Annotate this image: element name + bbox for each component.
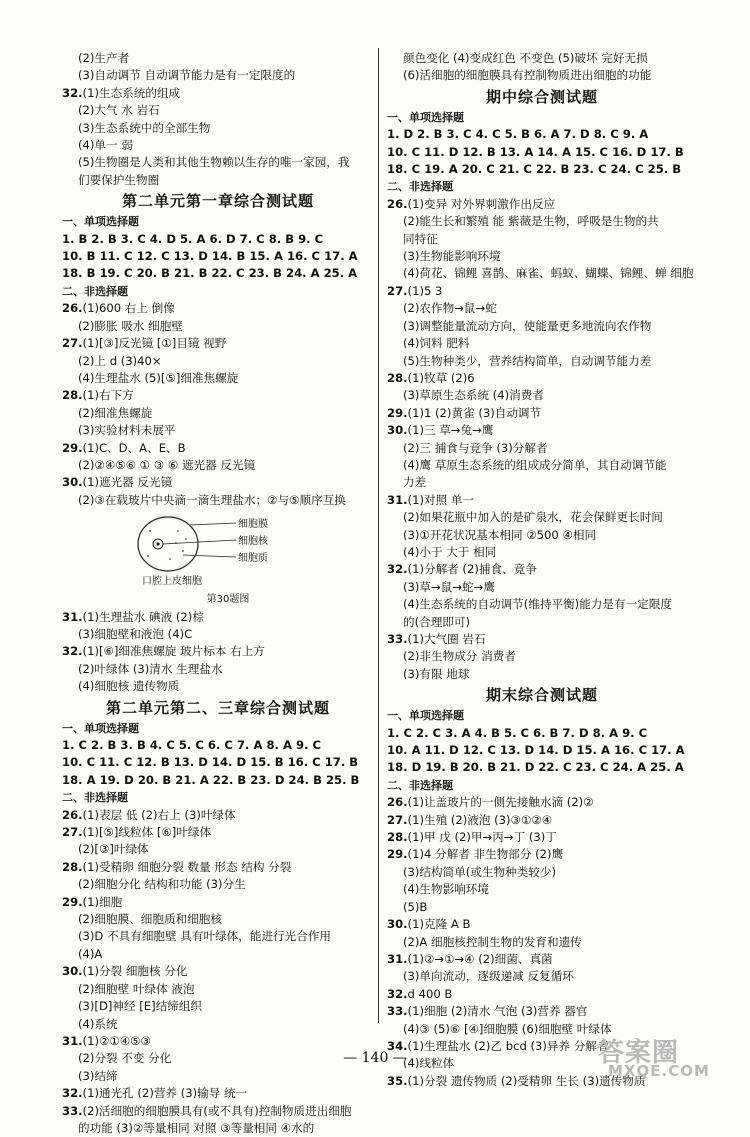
answer-text: (1)生理盐水 (2)乙 bcd (3)异养 分解者 — [407, 1038, 609, 1053]
answer-line — [62, 1033, 374, 1050]
answer-text: (1)[⑤]线粒体 [⑥]叶绿体 — [82, 825, 212, 840]
answer-line — [387, 846, 697, 863]
answer-line — [387, 968, 697, 985]
answer-line — [387, 196, 697, 213]
answer-text: (1)1 (2)黄雀 (3)自动调节 — [407, 405, 542, 420]
answer-text: (1)细胞 (2)清水 气泡 (3)营养 器官 — [407, 1004, 588, 1019]
figure-label: 细胞质 — [238, 553, 268, 565]
answer-line — [387, 596, 697, 613]
answer-line — [62, 859, 374, 876]
answer-line — [387, 283, 697, 300]
answer-text: 力差 — [403, 475, 427, 490]
answer-line — [62, 492, 374, 509]
answer-text: (2)三 捕食与竞争 (3)分解者 — [403, 440, 548, 455]
answer-line — [62, 1103, 374, 1120]
answer-text: 1. B 2. B 3. C 4. D 5. A 6. D 7. C 8. B 9. C — [62, 231, 324, 246]
answer-text: (1)通光孔 (2)营养 (3)输导 统一 — [82, 1086, 248, 1101]
answer-line — [62, 120, 374, 137]
answer-line — [62, 137, 374, 154]
question-number: 33. — [387, 1004, 408, 1019]
question-number: 29. — [387, 405, 408, 420]
answer-line — [387, 422, 697, 439]
cheek-cell-diagram — [128, 511, 318, 589]
answer-text: (4)线粒体 — [403, 1056, 455, 1071]
question-number: 29. — [387, 847, 408, 862]
nucleus-dot — [156, 543, 159, 546]
section-title: 期末综合测试题 — [485, 686, 598, 705]
question-number: 32. — [387, 562, 408, 577]
answer-text: 10. C 11. D 12. B 13. A 14. A 15. C 16. D 17. B — [387, 144, 684, 159]
answer-text: (4)单一 弱 — [78, 138, 133, 153]
answer-text: (3)草→鼠→蛇→鹰 — [403, 579, 495, 594]
subsection-heading: 二、非选择题 — [387, 180, 453, 194]
subsection-heading: 一、单项选择题 — [387, 110, 464, 124]
answer-line — [62, 946, 374, 963]
label-leader-line — [190, 523, 236, 525]
answer-text: (1)三 草→兔→鹰 — [407, 423, 494, 438]
question-number: 31. — [387, 951, 408, 966]
answer-text: (3)有限 地球 — [403, 666, 470, 681]
question-number: 32. — [62, 644, 83, 659]
answer-line — [387, 509, 697, 526]
answer-line — [387, 579, 697, 596]
question-number: 28. — [387, 370, 408, 385]
answer-line — [62, 318, 374, 335]
answer-line — [387, 881, 697, 898]
answer-text: (3)生物能影响环境 — [403, 249, 501, 264]
answer-text: (1)②①④⑤③ — [82, 1033, 151, 1048]
answer-text: (2)[③]叶绿体 — [78, 842, 149, 857]
answer-line — [387, 561, 697, 578]
choice-answer-row — [62, 754, 374, 771]
answer-text: (3)结缔 — [78, 1068, 118, 1083]
answer-text: (5)生物种类少，营养结构简单，自动调节能力差 — [403, 353, 652, 368]
answer-text: (3)细胞壁和液泡 (4)C — [78, 626, 193, 641]
answer-text: (4)A — [78, 946, 103, 961]
answer-text: (2)大气 水 岩石 — [78, 103, 160, 118]
section-title: 第二单元第一章综合测试题 — [121, 192, 314, 211]
answer-text: (2)生产者 — [78, 51, 130, 65]
answer-text: 18. C 19. A 20. C 21. C 22. B 23. C 24. C 25. B — [387, 162, 682, 177]
answer-line — [387, 457, 697, 474]
answer-line — [387, 248, 697, 265]
answer-line — [62, 474, 374, 491]
answer-line — [62, 1068, 374, 1085]
cytoplasm-dot — [185, 538, 187, 540]
answer-line — [62, 963, 374, 980]
label-leader-line — [183, 555, 236, 557]
column-divider — [378, 48, 379, 1023]
answer-text: (3)草原生态系统 (4)消费者 — [403, 388, 544, 403]
answer-line — [387, 544, 697, 561]
answer-line — [62, 894, 374, 911]
question-number: 28. — [387, 830, 408, 845]
answer-text: (2)细胞膜、细胞质和细胞核 — [78, 912, 222, 927]
answer-text: (3)单向流动，逐级递减 反复循环 — [403, 969, 574, 984]
answer-text: (1)生理盐水 碘液 (2)棕 — [82, 609, 204, 624]
answer-text: (4)生理盐水 (5)[⑤]细准焦螺旋 — [78, 370, 239, 385]
subsection-heading: 一、单项选择题 — [387, 709, 464, 723]
answer-text: (4)生物影响环境 — [403, 882, 489, 897]
cytoplasm-dot — [147, 555, 149, 557]
answer-line — [62, 50, 374, 67]
answer-line — [62, 353, 374, 370]
answer-text: (1)②→①→④ (2)细菌、真菌 — [407, 951, 553, 966]
answer-line — [62, 172, 374, 189]
answer-text: (1)细胞 — [82, 894, 123, 909]
answer-line — [62, 678, 374, 695]
answer-text: 10. C 11. C 12. B 13. D 14. D 15. B 16. C 17. B — [62, 755, 359, 770]
answer-text: (3)D 不具有细胞壁 具有叶绿体，能进行光合作用 — [78, 929, 332, 944]
answer-text: (1)遮光器 反光镜 — [82, 475, 173, 490]
question-number: 28. — [62, 859, 83, 874]
choice-answer-row — [62, 231, 374, 248]
answer-text: (2)细胞壁 叶绿体 液泡 — [78, 981, 195, 996]
answer-text: (2)③在载玻片中央滴一滴生理盐水；②与⑤顺序互换 — [78, 492, 346, 507]
answer-line — [62, 300, 374, 317]
answer-line — [62, 154, 374, 171]
question-number: 29. — [62, 894, 83, 909]
answer-line — [387, 899, 697, 916]
answer-line — [387, 67, 697, 84]
answer-line — [387, 440, 697, 457]
answer-line — [387, 631, 697, 648]
answer-line — [62, 67, 374, 84]
answer-line — [62, 440, 374, 457]
answer-text: 1. D 2. B 3. C 4. C 5. B 6. A 7. D 8. C 9. A — [387, 127, 649, 142]
figure-label: 细胞膜 — [238, 519, 268, 531]
answer-text: (2)非生物成分 消费者 — [403, 649, 516, 664]
question-number: 30. — [62, 475, 83, 490]
answer-line — [62, 335, 374, 352]
answer-line — [62, 928, 374, 945]
answer-text: (5)生物圈是人类和其他生物赖以生存的唯一家园，我 — [78, 155, 350, 170]
answer-line — [62, 1016, 374, 1033]
answer-text: (2)②④⑤⑥ ① ③ ⑥ 遮光器 反光镜 — [78, 457, 256, 472]
answer-line — [62, 998, 374, 1015]
question-number: 32. — [62, 85, 83, 100]
answer-text: (1)分解者 (2)捕食、竞争 — [407, 562, 537, 577]
answer-line — [62, 457, 374, 474]
answer-line — [387, 318, 697, 335]
answer-line — [387, 387, 697, 404]
figure-name: 口腔上皮细胞 — [142, 576, 202, 588]
watermark-logo: 答案圈 — [598, 1038, 680, 1068]
answer-text: (3)生态系统中的全部生物 — [78, 120, 211, 135]
answer-line — [387, 864, 697, 881]
question-number: 33. — [62, 1103, 83, 1118]
answer-line — [387, 829, 697, 846]
answer-line — [387, 265, 697, 282]
answer-text: 18. A 19. D 20. B 21. A 22. B 23. D 24. B 25. B — [62, 772, 360, 787]
question-number: 33. — [387, 632, 408, 646]
answer-text: (2)活细胞的细胞膜具有(或不具有)控制物质进出细胞 — [82, 1103, 352, 1118]
answer-text: (1)变异 对外界刺激作出反应 — [407, 196, 556, 211]
question-number: 32. — [62, 1086, 83, 1101]
answer-line — [62, 387, 374, 404]
answer-text: (1)克隆 A B — [407, 917, 471, 932]
answer-line — [62, 841, 374, 858]
cytoplasm-dot — [182, 550, 184, 552]
answer-line — [387, 934, 697, 951]
question-number: 28. — [62, 388, 83, 403]
answer-text: (4)系统 — [78, 1016, 118, 1031]
answer-text: (1)生殖 (2)液泡 (3)③①②④ — [407, 812, 553, 827]
subsection-heading: 二、非选择题 — [62, 791, 128, 805]
answer-line — [387, 986, 697, 1003]
answer-text: 18. B 19. C 20. B 21. B 22. C 23. B 24. A 25. A — [62, 266, 358, 281]
answer-text: 的(合理即可) — [403, 614, 471, 629]
answer-text: (4)③ (5)⑥ [④]细胞膜 (6)细胞壁 叶绿体 — [403, 1021, 612, 1036]
page-number: — 140 — — [343, 1050, 407, 1066]
answer-text: (1)[⑥]细准焦螺旋 玻片标本 右上方 — [82, 644, 265, 659]
answer-text: (1)生态系统的组成 — [82, 85, 181, 100]
answer-text: (4)饲料 肥料 — [403, 336, 470, 351]
answer-line — [62, 1085, 374, 1102]
answer-text: (1)右下方 — [82, 388, 134, 403]
answer-text: (2)A 细胞核控制生物的发育和遗传 — [403, 934, 582, 949]
answer-text: (1)对照 单一 — [407, 492, 475, 507]
answer-text: (1)牧草 (2)6 — [407, 370, 475, 385]
answer-text: (1)大气圈 岩石 — [407, 632, 486, 646]
question-number: 30. — [387, 917, 408, 932]
choice-answer-row — [387, 126, 697, 143]
answer-line — [62, 370, 374, 387]
answer-line — [62, 1120, 374, 1137]
answer-text: 18. D 19. B 20. B 21. D 22. C 23. C 24. A 25. A — [387, 760, 684, 775]
answer-line — [62, 876, 374, 893]
answer-text: (2)如果花瓶中加入的是矿泉水，花会保鲜更长时间 — [403, 510, 663, 525]
answer-line — [387, 527, 697, 544]
answer-text: (2)细胞分化 结构和功能 (3)分生 — [78, 877, 246, 892]
question-number: 26. — [387, 795, 408, 810]
answer-line — [62, 911, 374, 928]
choice-answer-row — [62, 265, 374, 282]
answer-text: 1. C 2. C 3. A 4. B 5. C 6. B 7. D 8. A 9. C — [387, 725, 648, 740]
answer-text: (2)分裂 不变 分化 — [78, 1051, 172, 1066]
choice-answer-row — [387, 144, 697, 161]
question-number: 31. — [62, 609, 83, 624]
answer-text: (4)荷花、锦鲤 喜鹊、麻雀、蚂蚁、蝴蝶、锦鲤、蝉 细胞 — [403, 266, 694, 281]
subsection-heading: 一、单项选择题 — [62, 215, 139, 229]
answer-text: 的功能 (3)②等量相同 对照 ③等量相同 ④水的 — [78, 1120, 315, 1135]
question-number: 27. — [387, 283, 408, 298]
answer-line — [387, 231, 697, 248]
answer-line — [387, 353, 697, 370]
answer-text: d 400 B — [407, 986, 453, 1001]
answer-text: (1)分裂 遗传物质 (2)受精卵 生长 (3)遗传物质 — [407, 1073, 646, 1088]
question-number: 27. — [62, 336, 83, 351]
answer-line — [62, 85, 374, 102]
answer-line — [387, 335, 697, 352]
cheek-cell-figure — [62, 509, 374, 591]
question-number: 26. — [62, 301, 83, 316]
label-leader-line — [163, 540, 236, 544]
answer-text: (4)小于 大于 相同 — [403, 544, 497, 559]
answer-line — [62, 102, 374, 119]
question-number: 30. — [62, 964, 83, 979]
subsection-heading: 二、非选择题 — [62, 284, 128, 298]
answer-line — [387, 648, 697, 665]
answer-line — [387, 213, 697, 230]
answer-text: (1)4 分解者 非生物部分 (2)鹰 — [407, 847, 564, 862]
question-number: 26. — [62, 807, 83, 822]
answer-text: (1)600 右上 倒像 — [82, 301, 175, 316]
subsection-heading: 二、非选择题 — [387, 778, 453, 792]
answer-text: (2)上 d (3)40× — [78, 353, 162, 368]
answer-text: (1)C、D、A、E、B — [82, 440, 186, 455]
answer-text: (1)表层 低 (2)右上 (3)叶绿体 — [82, 807, 236, 822]
cytoplasm-dot — [177, 530, 179, 532]
watermark — [598, 1032, 718, 1078]
left-column — [62, 50, 374, 1137]
answer-line — [387, 300, 697, 317]
answer-text: 10. B 11. C 12. C 13. D 14. B 15. A 16. C 17. A — [62, 249, 358, 264]
answer-line — [62, 981, 374, 998]
cytoplasm-dot — [169, 558, 171, 560]
choice-answer-row — [62, 772, 374, 789]
answer-text: (4)鹰 草原生态系统的组成成分简单，其自动调节能 — [403, 457, 667, 472]
answer-text: 们要保护生物圈 — [78, 172, 160, 187]
question-number: 27. — [62, 825, 83, 840]
question-number: 31. — [387, 492, 408, 507]
answer-line — [387, 794, 697, 811]
answer-text: (1)甲 戊 (2)甲→丙→丁 (3)丁 — [407, 830, 557, 845]
question-number: 27. — [387, 812, 408, 827]
answer-text: (3)调整能量流动方向，使能量更多地流向农作物 — [403, 318, 652, 333]
answer-line — [387, 50, 697, 67]
watermark-url: MXQE.COM — [608, 1062, 710, 1080]
answer-text: (1)5 3 — [407, 283, 443, 298]
answer-line — [387, 370, 697, 387]
answer-line — [62, 824, 374, 841]
answer-text: 1. C 2. B 3. B 4. C 5. C 6. C 7. A 8. A 9. C — [62, 738, 322, 752]
cytoplasm-dot — [149, 530, 151, 532]
answer-line — [387, 951, 697, 968]
answer-line — [387, 666, 697, 683]
answer-text: (2)叶绿体 (3)清水 生理盐水 — [78, 661, 223, 676]
question-number: 32. — [387, 986, 408, 1001]
choice-answer-row — [387, 161, 697, 178]
answer-text: (1)分裂 细胞核 分化 — [82, 964, 188, 979]
answer-text: (1)让盖玻片的一侧先接触水滴 (2)② — [407, 795, 594, 810]
answer-line — [62, 405, 374, 422]
answer-text: (3)[D]神经 [E]结缔组织 — [78, 999, 203, 1014]
figure-caption: 第30题图 — [206, 594, 250, 606]
answer-line — [62, 643, 374, 660]
answer-line — [387, 1003, 697, 1020]
answer-text: (3)结构简单(或生物种类较少) — [403, 864, 557, 879]
section-title: 期中综合测试题 — [485, 87, 598, 106]
answer-text: (2)农作物→鼠→蛇 — [403, 301, 497, 316]
right-column — [387, 50, 697, 1090]
answer-text: (2)膨胀 吸水 细胞壁 — [78, 318, 183, 333]
answer-line — [387, 614, 697, 631]
question-number: 26. — [387, 196, 408, 211]
question-number: 35. — [387, 1073, 408, 1088]
answer-line — [387, 474, 697, 491]
section-title: 第二单元第二、三章综合测试题 — [105, 698, 330, 717]
answer-text: (4)细胞核 遗传物质 — [78, 679, 180, 694]
answer-text: (2)细准焦螺旋 — [78, 405, 153, 420]
answer-line — [62, 422, 374, 439]
answer-text: (2)能生长和繁殖 能 紫薇是生物，呼吸是生物的共 — [403, 214, 659, 229]
answer-line — [387, 812, 697, 829]
figure-label: 细胞核 — [238, 536, 268, 548]
choice-answer-row — [387, 759, 697, 776]
answer-line — [62, 626, 374, 643]
question-number: 29. — [62, 440, 83, 455]
question-number: 34. — [387, 1038, 408, 1053]
answer-text: (5)B — [403, 899, 428, 914]
answer-line — [62, 609, 374, 626]
answer-line — [62, 661, 374, 678]
answer-text: (6)活细胞的细胞膜具有控制物质进出细胞的功能 — [403, 68, 652, 83]
answer-text: 颜色变化 (4)变成红色 不变色 (5)破坏 完好无损 — [403, 51, 648, 65]
answer-line — [387, 492, 697, 509]
answer-line — [387, 916, 697, 933]
answer-text: (1)[③]反光镜 [①]目镜 视野 — [82, 336, 227, 351]
subsection-heading: 一、单项选择题 — [62, 721, 139, 735]
answer-text: (3)①开花状况基本相同 ②500 ④相同 — [403, 527, 597, 542]
choice-answer-row — [62, 737, 374, 754]
choice-answer-row — [62, 248, 374, 265]
answer-line — [387, 405, 697, 422]
answer-text: 同特征 — [403, 231, 438, 246]
answer-text: (3)实验材料未展平 — [78, 423, 176, 438]
answer-text: (3)自动调节 自动调节能力是有一定限度的 — [78, 68, 296, 83]
question-number: 31. — [62, 1033, 83, 1048]
answer-text: 10. A 11. D 12. C 13. D 14. D 15. A 16. C 17. A — [387, 743, 685, 758]
answer-text: (4)生态系统的自动调节(维持平衡)能力是有一定限度 — [403, 597, 672, 612]
answer-text: (1)受精卵 细胞分裂 数量 形态 结构 分裂 — [82, 859, 292, 874]
answer-line — [62, 807, 374, 824]
question-number: 30. — [387, 423, 408, 438]
choice-answer-row — [387, 725, 697, 742]
choice-answer-row — [387, 742, 697, 759]
